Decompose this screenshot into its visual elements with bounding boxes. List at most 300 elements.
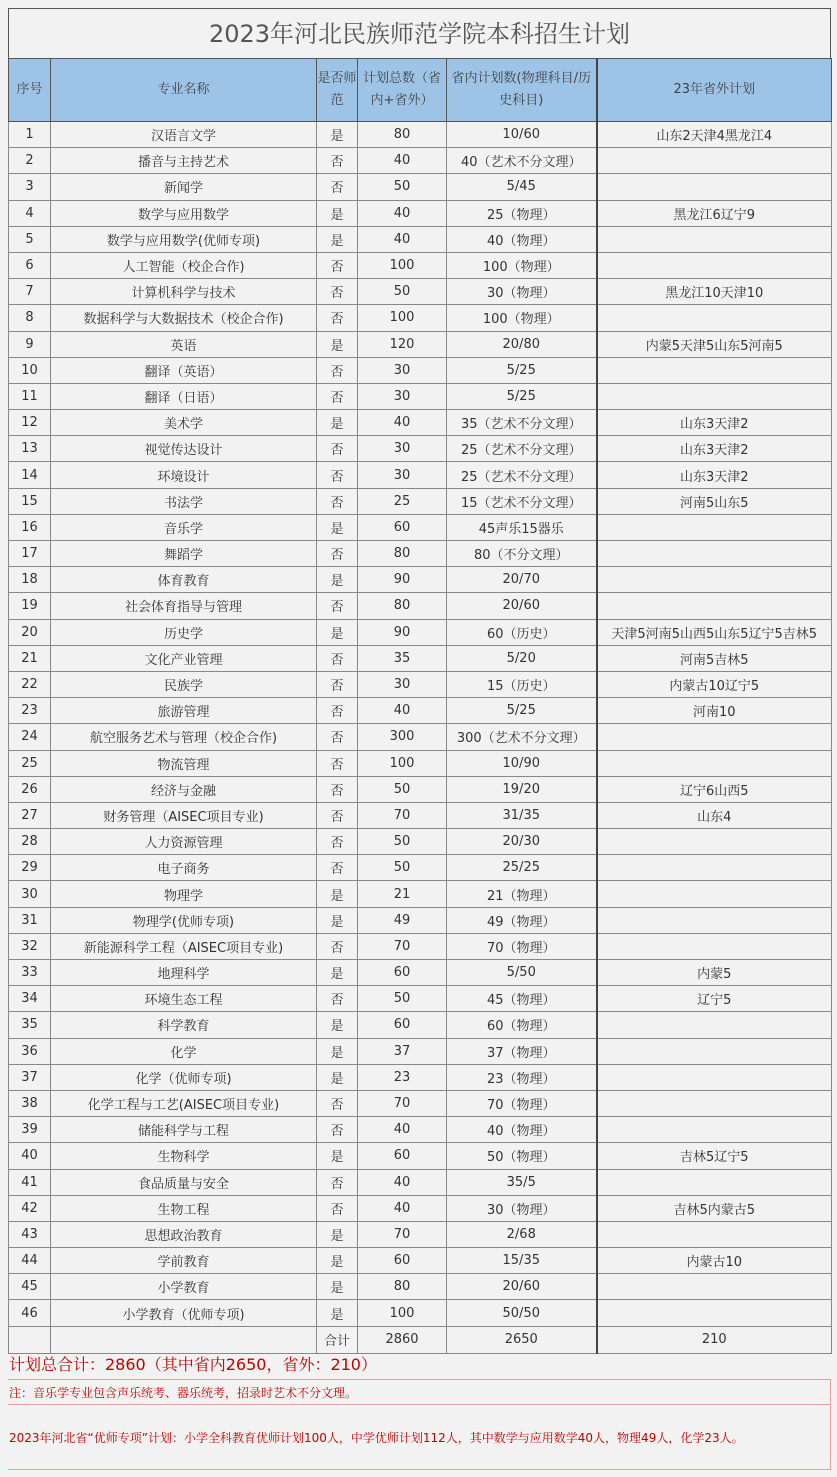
- outside-plan: 辽宁5: [597, 986, 832, 1012]
- province-plan: 20/80: [447, 331, 597, 357]
- row-index: 43: [9, 1221, 51, 1247]
- province-plan: 25（艺术不分文理）: [447, 462, 597, 488]
- province-plan: 49（物理）: [447, 907, 597, 933]
- outside-plan: 内蒙5天津5山东5河南5: [597, 331, 832, 357]
- major-name: 小学教育（优师专项): [51, 1300, 317, 1326]
- is-normal: 是: [317, 881, 358, 907]
- plan-total: 70: [358, 802, 447, 828]
- row-index: 15: [9, 488, 51, 514]
- table-row: [9, 933, 832, 959]
- plan-total: 60: [358, 1248, 447, 1274]
- outside-plan: 山东3天津2: [597, 462, 832, 488]
- is-normal: 否: [317, 750, 358, 776]
- major-name: 化学: [51, 1038, 317, 1064]
- outside-plan: [597, 252, 832, 278]
- page-title: 2023年河北民族师范学院本科招生计划: [8, 8, 831, 58]
- major-name: 物理学: [51, 881, 317, 907]
- is-normal: 否: [317, 1117, 358, 1143]
- outside-plan: [597, 383, 832, 409]
- row-index: 9: [9, 331, 51, 357]
- outside-plan: 山东3天津2: [597, 410, 832, 436]
- major-name: 民族学: [51, 671, 317, 697]
- row-index: 34: [9, 986, 51, 1012]
- is-normal: 否: [317, 671, 358, 697]
- is-normal: 是: [317, 619, 358, 645]
- major-name: 物理学(优师专项): [51, 907, 317, 933]
- outside-plan: [597, 174, 832, 200]
- plan-total: 37: [358, 1038, 447, 1064]
- major-name: 电子商务: [51, 855, 317, 881]
- major-name: 数据科学与大数据技术（校企合作): [51, 305, 317, 331]
- row-index: 36: [9, 1038, 51, 1064]
- major-name: 历史学: [51, 619, 317, 645]
- table-row: [9, 1195, 832, 1221]
- plan-total: 300: [358, 724, 447, 750]
- plan-total: 40: [358, 200, 447, 226]
- table-total-row: [9, 1326, 832, 1353]
- province-plan: 40（物理）: [447, 226, 597, 252]
- table-row: [9, 802, 832, 828]
- province-plan: 15（历史）: [447, 671, 597, 697]
- major-name: 物流管理: [51, 750, 317, 776]
- table-row: [9, 724, 832, 750]
- plan-total: 90: [358, 619, 447, 645]
- province-plan: 70（物理）: [447, 933, 597, 959]
- province-plan: 20/30: [447, 829, 597, 855]
- outside-plan: [597, 750, 832, 776]
- is-normal: 是: [317, 514, 358, 540]
- outside-plan: [597, 357, 832, 383]
- plan-total: 100: [358, 252, 447, 278]
- is-normal: 否: [317, 986, 358, 1012]
- major-name: 社会体育指导与管理: [51, 593, 317, 619]
- table-row: [9, 1038, 832, 1064]
- row-index: 31: [9, 907, 51, 933]
- table-row: [9, 986, 832, 1012]
- province-plan: 35/5: [447, 1169, 597, 1195]
- outside-plan: [597, 148, 832, 174]
- plan-total: 23: [358, 1064, 447, 1090]
- province-plan: 15/35: [447, 1248, 597, 1274]
- province-plan: 25/25: [447, 855, 597, 881]
- outside-plan: [597, 514, 832, 540]
- major-name: 生物科学: [51, 1143, 317, 1169]
- table-row: [9, 331, 832, 357]
- is-normal: 否: [317, 541, 358, 567]
- table-row: [9, 383, 832, 409]
- row-index: 32: [9, 933, 51, 959]
- outside-plan: [597, 829, 832, 855]
- major-name: 新闻学: [51, 174, 317, 200]
- province-plan: 300（艺术不分文理）: [447, 724, 597, 750]
- table-row: [9, 462, 832, 488]
- is-normal: 是: [317, 907, 358, 933]
- is-normal: 否: [317, 933, 358, 959]
- province-plan: 10/90: [447, 750, 597, 776]
- row-index: 26: [9, 776, 51, 802]
- province-plan: 19/20: [447, 776, 597, 802]
- outside-plan: [597, 1064, 832, 1090]
- table-row: [9, 1012, 832, 1038]
- province-plan: 21（物理）: [447, 881, 597, 907]
- plan-total: 40: [358, 698, 447, 724]
- major-name: 环境设计: [51, 462, 317, 488]
- table-row: [9, 122, 832, 148]
- table-row: [9, 174, 832, 200]
- row-index: 20: [9, 619, 51, 645]
- plan-total: 70: [358, 1221, 447, 1247]
- major-name: 小学教育: [51, 1274, 317, 1300]
- major-name: 计算机科学与技术: [51, 279, 317, 305]
- outside-plan: 天津5河南5山西5山东5辽宁5吉林5: [597, 619, 832, 645]
- province-plan: 31/35: [447, 802, 597, 828]
- plan-total: 60: [358, 1143, 447, 1169]
- is-normal: 否: [317, 645, 358, 671]
- row-index: 21: [9, 645, 51, 671]
- row-index: 3: [9, 174, 51, 200]
- province-plan: 2/68: [447, 1221, 597, 1247]
- total-empty-1: [9, 1326, 51, 1353]
- row-index: 27: [9, 802, 51, 828]
- row-index: 2: [9, 148, 51, 174]
- table-row: [9, 881, 832, 907]
- outside-plan: [597, 541, 832, 567]
- outside-plan: [597, 907, 832, 933]
- table-row: [9, 750, 832, 776]
- is-normal: 否: [317, 357, 358, 383]
- province-plan: 10/60: [447, 122, 597, 148]
- table-row: [9, 514, 832, 540]
- is-normal: 否: [317, 462, 358, 488]
- province-plan: 25（物理）: [447, 200, 597, 226]
- plan-total: 30: [358, 671, 447, 697]
- province-plan: 45（物理）: [447, 986, 597, 1012]
- header-outside: 23年省外计划: [597, 59, 832, 122]
- province-plan: 20/70: [447, 567, 597, 593]
- major-name: 汉语言文学: [51, 122, 317, 148]
- row-index: 6: [9, 252, 51, 278]
- table-row: [9, 1300, 832, 1326]
- plan-total: 50: [358, 829, 447, 855]
- table-row: [9, 436, 832, 462]
- plan-total: 30: [358, 357, 447, 383]
- row-index: 25: [9, 750, 51, 776]
- is-normal: 是: [317, 1300, 358, 1326]
- outside-plan: 内蒙5: [597, 960, 832, 986]
- row-index: 35: [9, 1012, 51, 1038]
- is-normal: 否: [317, 593, 358, 619]
- outside-plan: [597, 567, 832, 593]
- major-name: 储能科学与工程: [51, 1117, 317, 1143]
- table-row: [9, 279, 832, 305]
- row-index: 39: [9, 1117, 51, 1143]
- province-plan: 20/60: [447, 1274, 597, 1300]
- province-plan: 60（历史）: [447, 619, 597, 645]
- plan-total: 40: [358, 226, 447, 252]
- table-row: [9, 960, 832, 986]
- is-normal: 否: [317, 488, 358, 514]
- plan-total: 60: [358, 514, 447, 540]
- plan-summary: 计划总合计：2860（其中省内2650，省外：210）: [9, 1355, 377, 1374]
- row-index: 4: [9, 200, 51, 226]
- is-normal: 是: [317, 122, 358, 148]
- outside-plan: 内蒙古10: [597, 1248, 832, 1274]
- table-row: [9, 488, 832, 514]
- table-row: [9, 645, 832, 671]
- province-plan: 80（不分文理）: [447, 541, 597, 567]
- major-name: 生物工程: [51, 1195, 317, 1221]
- outside-plan: [597, 305, 832, 331]
- is-normal: 是: [317, 567, 358, 593]
- plan-total: 80: [358, 1274, 447, 1300]
- province-plan: 5/20: [447, 645, 597, 671]
- table-row: [9, 1169, 832, 1195]
- plan-total: 80: [358, 122, 447, 148]
- outside-plan: [597, 1300, 832, 1326]
- outside-plan: 山东3天津2: [597, 436, 832, 462]
- is-normal: 是: [317, 1038, 358, 1064]
- major-name: 数学与应用数学: [51, 200, 317, 226]
- is-normal: 否: [317, 1169, 358, 1195]
- plan-total: 50: [358, 986, 447, 1012]
- row-index: 23: [9, 698, 51, 724]
- is-normal: 是: [317, 226, 358, 252]
- row-index: 13: [9, 436, 51, 462]
- plan-total: 50: [358, 776, 447, 802]
- outside-plan: [597, 855, 832, 881]
- is-normal: 否: [317, 436, 358, 462]
- plan-total: 40: [358, 1169, 447, 1195]
- is-normal: 是: [317, 1143, 358, 1169]
- table-row: [9, 1143, 832, 1169]
- plan-total: 120: [358, 331, 447, 357]
- outside-plan: [597, 881, 832, 907]
- outside-plan: [597, 1012, 832, 1038]
- plan-total: 30: [358, 436, 447, 462]
- row-index: 7: [9, 279, 51, 305]
- table-row: [9, 829, 832, 855]
- total-outside: 210: [597, 1326, 832, 1353]
- major-name: 翻译（日语）: [51, 383, 317, 409]
- outside-plan: 山东4: [597, 802, 832, 828]
- plan-total: 25: [358, 488, 447, 514]
- row-index: 28: [9, 829, 51, 855]
- row-index: 30: [9, 881, 51, 907]
- major-name: 英语: [51, 331, 317, 357]
- province-plan: 37（物理）: [447, 1038, 597, 1064]
- outside-plan: 黑龙江6辽宁9: [597, 200, 832, 226]
- table-row: [9, 148, 832, 174]
- row-index: 8: [9, 305, 51, 331]
- major-name: 学前教育: [51, 1248, 317, 1274]
- outside-plan: [597, 1090, 832, 1116]
- is-normal: 是: [317, 1274, 358, 1300]
- row-index: 45: [9, 1274, 51, 1300]
- major-name: 科学教育: [51, 1012, 317, 1038]
- major-name: 环境生态工程: [51, 986, 317, 1012]
- header-normal: 是否师范: [317, 59, 358, 122]
- province-plan: 30（物理）: [447, 1195, 597, 1221]
- is-normal: 否: [317, 698, 358, 724]
- province-plan: 35（艺术不分文理）: [447, 410, 597, 436]
- plan-total: 60: [358, 960, 447, 986]
- plan-total: 100: [358, 1300, 447, 1326]
- plan-total: 50: [358, 174, 447, 200]
- row-index: 33: [9, 960, 51, 986]
- major-name: 化学工程与工艺(AISEC项目专业): [51, 1090, 317, 1116]
- plan-total: 49: [358, 907, 447, 933]
- plan-total: 40: [358, 148, 447, 174]
- is-normal: 否: [317, 1195, 358, 1221]
- plan-total: 90: [358, 567, 447, 593]
- table-row: [9, 226, 832, 252]
- is-normal: 是: [317, 1064, 358, 1090]
- major-name: 人力资源管理: [51, 829, 317, 855]
- major-name: 经济与金融: [51, 776, 317, 802]
- row-index: 24: [9, 724, 51, 750]
- is-normal: 否: [317, 383, 358, 409]
- music-note: 注：音乐学专业包含声乐统考、器乐统考，招录时艺术不分文理。: [8, 1379, 831, 1405]
- outside-plan: 辽宁6山西5: [597, 776, 832, 802]
- is-normal: 否: [317, 829, 358, 855]
- header-index: 序号: [9, 59, 51, 122]
- table-row: [9, 619, 832, 645]
- outside-plan: 河南5山东5: [597, 488, 832, 514]
- table-row: [9, 541, 832, 567]
- row-index: 42: [9, 1195, 51, 1221]
- plan-total: 80: [358, 593, 447, 619]
- major-name: 体育教育: [51, 567, 317, 593]
- plan-total: 70: [358, 933, 447, 959]
- outside-plan: 内蒙古10辽宁5: [597, 671, 832, 697]
- plan-total: 40: [358, 1117, 447, 1143]
- is-normal: 否: [317, 855, 358, 881]
- table-body: [9, 122, 832, 1354]
- plan-total: 50: [358, 855, 447, 881]
- row-index: 46: [9, 1300, 51, 1326]
- table-row: [9, 907, 832, 933]
- outside-plan: 山东2天津4黑龙江4: [597, 122, 832, 148]
- row-index: 1: [9, 122, 51, 148]
- province-plan: 25（艺术不分文理）: [447, 436, 597, 462]
- row-index: 19: [9, 593, 51, 619]
- header-major: 专业名称: [51, 59, 317, 122]
- major-name: 视觉传达设计: [51, 436, 317, 462]
- table-row: [9, 671, 832, 697]
- major-name: 美术学: [51, 410, 317, 436]
- plan-total: 60: [358, 1012, 447, 1038]
- outside-plan: [597, 593, 832, 619]
- province-plan: 20/60: [447, 593, 597, 619]
- province-plan: 15（艺术不分文理）: [447, 488, 597, 514]
- plan-total: 40: [358, 1195, 447, 1221]
- province-plan: 45声乐15器乐: [447, 514, 597, 540]
- table-row: [9, 1221, 832, 1247]
- is-normal: 否: [317, 148, 358, 174]
- plan-total: 21: [358, 881, 447, 907]
- table-row: [9, 1117, 832, 1143]
- row-index: 18: [9, 567, 51, 593]
- plan-total: 100: [358, 750, 447, 776]
- table-row: [9, 776, 832, 802]
- row-index: 17: [9, 541, 51, 567]
- major-name: 新能源科学工程（AISEC项目专业): [51, 933, 317, 959]
- is-normal: 是: [317, 331, 358, 357]
- table-row: [9, 1274, 832, 1300]
- plan-total: 70: [358, 1090, 447, 1116]
- row-index: 11: [9, 383, 51, 409]
- outside-plan: 黑龙江10天津10: [597, 279, 832, 305]
- table-row: [9, 567, 832, 593]
- plan-total: 100: [358, 305, 447, 331]
- is-normal: 否: [317, 776, 358, 802]
- is-normal: 是: [317, 1248, 358, 1274]
- row-index: 10: [9, 357, 51, 383]
- table-row: [9, 200, 832, 226]
- table-row: [9, 593, 832, 619]
- outside-plan: 吉林5辽宁5: [597, 1143, 832, 1169]
- major-name: 食品质量与安全: [51, 1169, 317, 1195]
- major-name: 舞蹈学: [51, 541, 317, 567]
- outside-plan: [597, 226, 832, 252]
- major-name: 人工智能（校企合作): [51, 252, 317, 278]
- outside-plan: [597, 1274, 832, 1300]
- outside-plan: [597, 1117, 832, 1143]
- is-normal: 否: [317, 802, 358, 828]
- table-row: [9, 1064, 832, 1090]
- row-index: 41: [9, 1169, 51, 1195]
- major-name: 翻译（英语）: [51, 357, 317, 383]
- table-row: [9, 357, 832, 383]
- outside-plan: [597, 933, 832, 959]
- outside-plan: [597, 1038, 832, 1064]
- major-name: 书法学: [51, 488, 317, 514]
- is-normal: 否: [317, 724, 358, 750]
- is-normal: 否: [317, 279, 358, 305]
- major-name: 播音与主持艺术: [51, 148, 317, 174]
- province-plan: 5/25: [447, 698, 597, 724]
- table-row: [9, 305, 832, 331]
- province-plan: 5/25: [447, 383, 597, 409]
- plan-total: 35: [358, 645, 447, 671]
- outside-plan: [597, 1169, 832, 1195]
- major-name: 思想政治教育: [51, 1221, 317, 1247]
- major-name: 化学（优师专项): [51, 1064, 317, 1090]
- row-index: 16: [9, 514, 51, 540]
- special-plan-footer: 2023年河北省“优师专项”计划：小学全科教育优师计划100人，中学优师计划112人，其中数学与应用数学40人，物理49人，化学23人。: [8, 1406, 831, 1470]
- table-row: [9, 1248, 832, 1274]
- is-normal: 是: [317, 410, 358, 436]
- province-plan: 5/50: [447, 960, 597, 986]
- province-plan: 40（物理）: [447, 1117, 597, 1143]
- row-index: 44: [9, 1248, 51, 1274]
- row-index: 12: [9, 410, 51, 436]
- major-name: 财务管理（AISEC项目专业): [51, 802, 317, 828]
- total-sum: 2860: [358, 1326, 447, 1353]
- province-plan: 40（艺术不分文理）: [447, 148, 597, 174]
- province-plan: 5/25: [447, 357, 597, 383]
- plan-total: 50: [358, 279, 447, 305]
- outside-plan: [597, 1221, 832, 1247]
- plan-total: 40: [358, 410, 447, 436]
- major-name: 音乐学: [51, 514, 317, 540]
- plan-total: 30: [358, 462, 447, 488]
- major-name: 地理科学: [51, 960, 317, 986]
- province-plan: 50（物理）: [447, 1143, 597, 1169]
- row-index: 37: [9, 1064, 51, 1090]
- province-plan: 5/45: [447, 174, 597, 200]
- is-normal: 否: [317, 174, 358, 200]
